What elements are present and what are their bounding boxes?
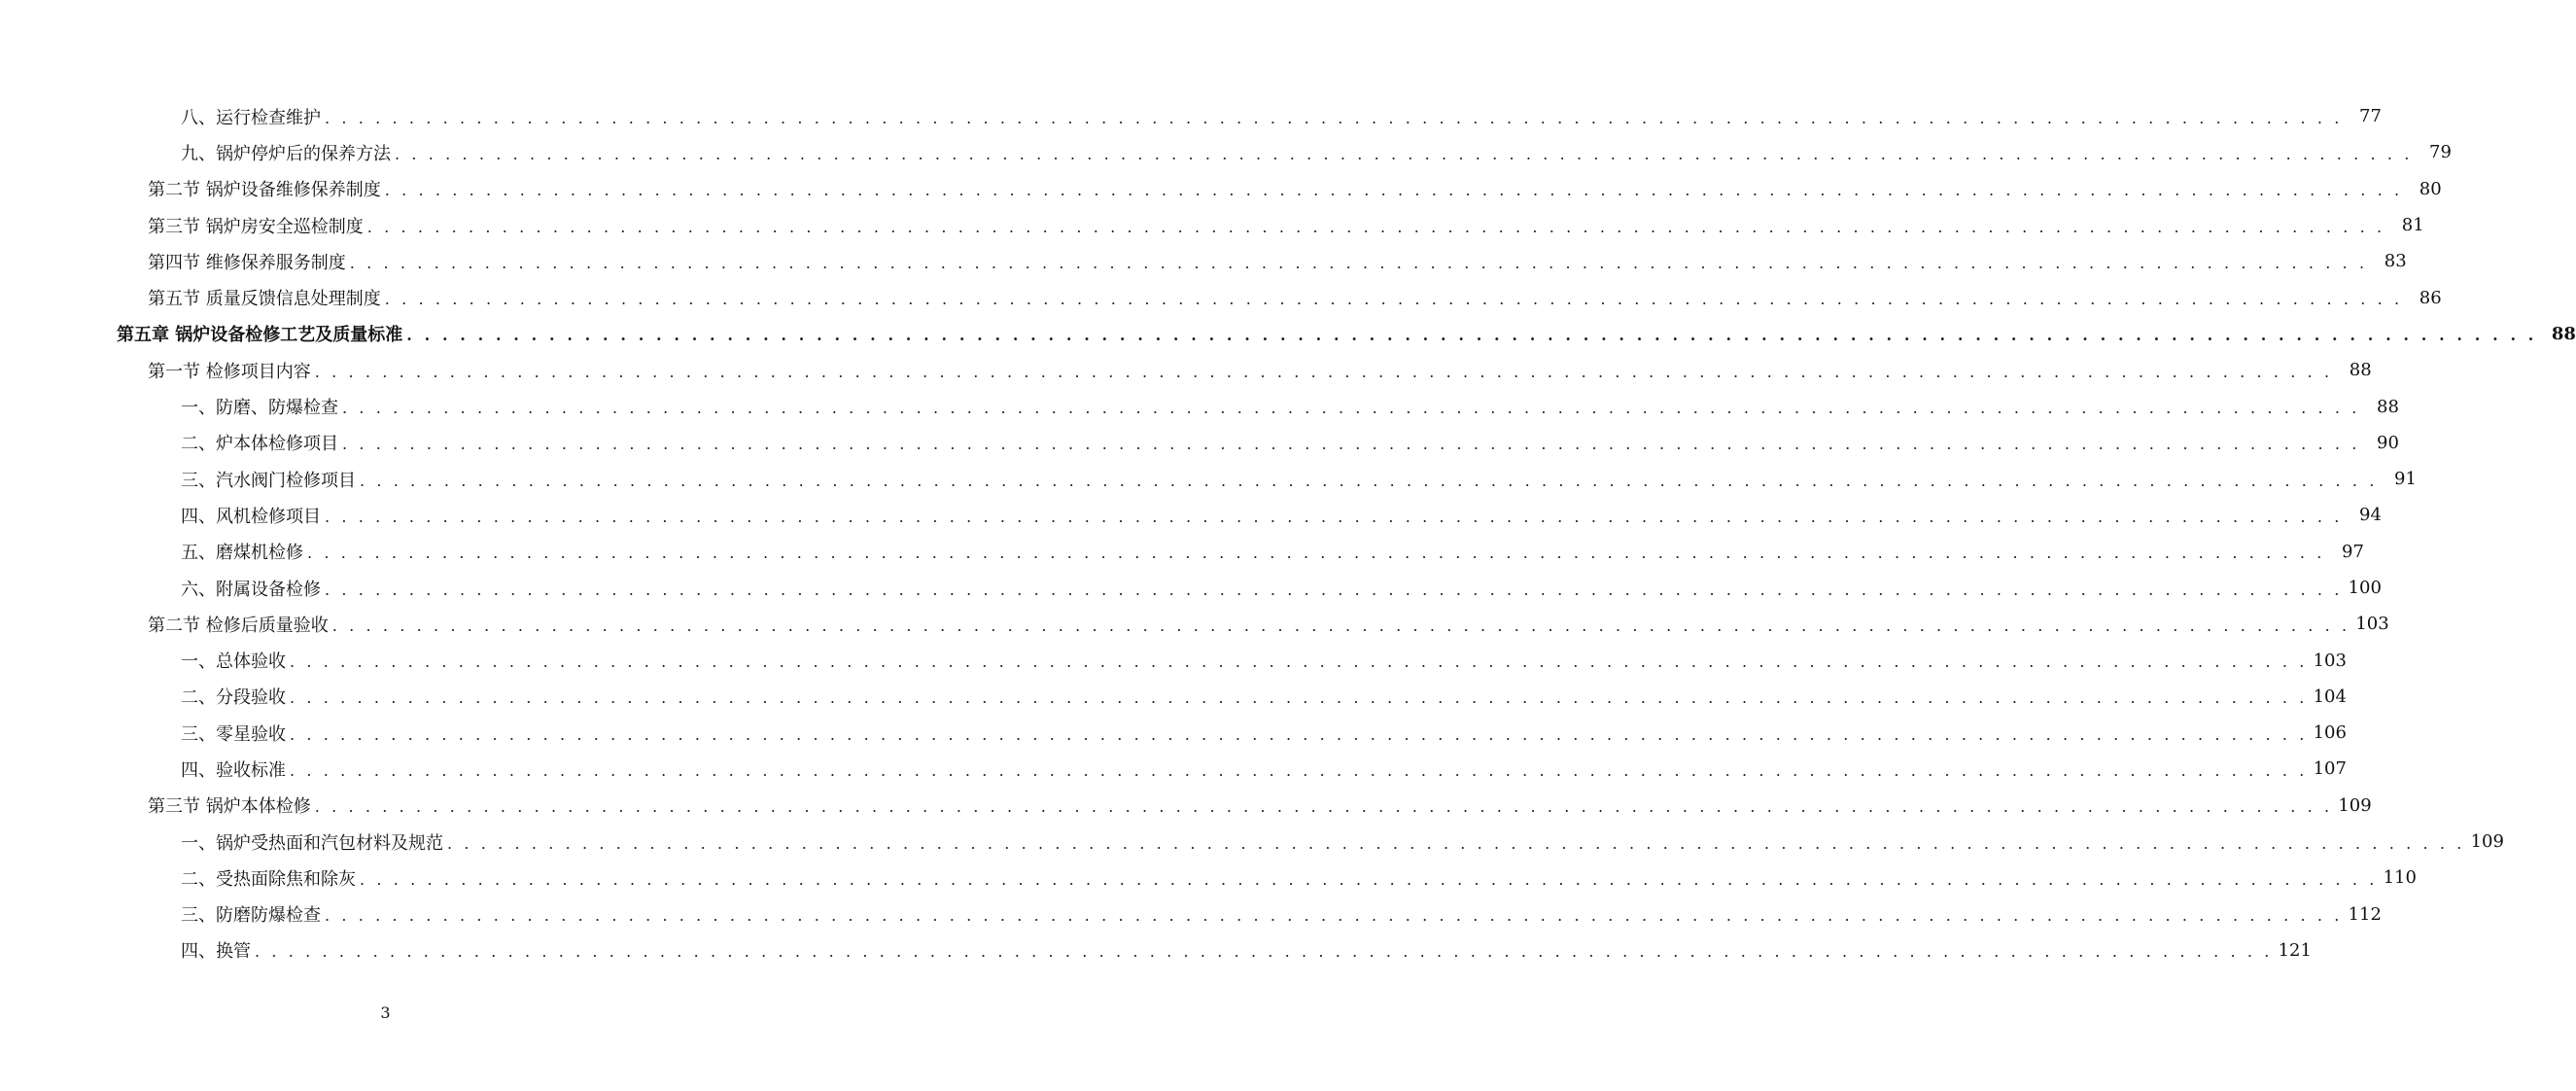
toc-entry-label: 第四节 维修保养服务制度	[148, 252, 346, 273]
table-of-contents	[0, 98, 2576, 968]
toc-entry-section[interactable]	[0, 171, 2442, 207]
toc-entry-item[interactable]	[0, 715, 2347, 751]
toc-dot-leader: . . . . . . . . . . . . . . . . . . . . . . . . . . . . . . . . . . . . . . . . . . . . . . . . . . . . . . . . . . . . . . . . . . . . . . . . . . . . . . . . . . . . . . . . . . . . . . . . . . . . . . . . . . . . . . . . . . . . . . . .	[325, 108, 2343, 127]
page-number: 3	[380, 1003, 391, 1022]
toc-entry-page: 79	[2429, 142, 2452, 163]
toc-entry-item[interactable]	[0, 134, 2452, 170]
toc-entry-page: 109	[2470, 831, 2504, 853]
toc-entry-page: 88	[2349, 360, 2372, 381]
toc-entry-label: 一、防磨、防爆检查	[181, 398, 338, 419]
toc-entry-item[interactable]	[0, 461, 2417, 497]
toc-entry-item[interactable]	[0, 534, 2364, 570]
toc-entry-page: 83	[2384, 251, 2407, 272]
toc-entry-item[interactable]	[0, 824, 2504, 860]
toc-entry-item[interactable]	[0, 388, 2399, 424]
toc-dot-leader: . . . . . . . . . . . . . . . . . . . . . . . . . . . . . . . . . . . . . . . . . . . . . . . . . . . . . . . . . . . . . . . . . . . . . . . . . . . . . . . . . . . . . . . . . . . . . . . . . . . . . . . . . . . . . . . . . . . . . . . .	[325, 580, 2343, 599]
toc-entry-page: 91	[2394, 469, 2417, 490]
toc-entry-page: 90	[2377, 432, 2399, 453]
toc-entry-page: 103	[2355, 614, 2389, 635]
toc-entry-label: 第三节 锅炉本体检修	[148, 796, 311, 818]
toc-entry-label: 第五章 锅炉设备检修工艺及质量标准	[117, 325, 403, 346]
toc-entry-item[interactable]	[0, 751, 2347, 787]
toc-dot-leader: . . . . . . . . . . . . . . . . . . . . . . . . . . . . . . . . . . . . . . . . . . . . . . . . . . . . . . . . . . . . . . . . . . . . . . . . . . . . . . . . . . . . . . . . . . . . . . . . . . . . . . . . . . . . . . . . . . . . . . . .	[395, 144, 2413, 163]
toc-entry-page: 107	[2313, 758, 2347, 780]
toc-entry-label: 三、汽水阀门检修项目	[181, 470, 356, 491]
toc-entry-page: 103	[2313, 650, 2347, 671]
toc-entry-page: 100	[2348, 578, 2382, 598]
toc-entry-page: 80	[2419, 178, 2442, 199]
toc-dot-leader: . . . . . . . . . . . . . . . . . . . . . . . . . . . . . . . . . . . . . . . . . . . . . . . . . . . . . . . . . . . . . . . . . . . . . . . . . . . . . . . . . . . . . . . . . . . . . . . . . . . . . . . . . . . . . . . . . . . . . . . .	[314, 797, 2333, 817]
toc-entry-page: 94	[2359, 505, 2382, 526]
toc-entry-label: 第五节 质量反馈信息处理制度	[148, 289, 381, 310]
toc-entry-section[interactable]	[0, 207, 2424, 243]
toc-entry-item[interactable]	[0, 642, 2347, 678]
toc-entry-item[interactable]	[0, 933, 2312, 968]
toc-dot-leader: . . . . . . . . . . . . . . . . . . . . . . . . . . . . . . . . . . . . . . . . . . . . . . . . . . . . . . . . . . . . . . . . . . . . . . . . . . . . . . . . . . . . . . . . . . . . . . . . . . . . . . . . . . . . . . . . . . . . . . . .	[307, 544, 2325, 563]
toc-dot-leader: . . . . . . . . . . . . . . . . . . . . . . . . . . . . . . . . . . . . . . . . . . . . . . . . . . . . . . . . . . . . . . . . . . . . . . . . . . . . . . . . . . . . . . . . . . . . . . . . . . . . . . . . . . . . . . . . . . . . . . . .	[342, 399, 2360, 418]
toc-entry-label: 第二节 检修后质量验收	[148, 615, 329, 636]
toc-entry-label: 五、磨煤机检修	[181, 543, 303, 564]
toc-entry-page: 110	[2383, 867, 2417, 889]
toc-dot-leader: . . . . . . . . . . . . . . . . . . . . . . . . . . . . . . . . . . . . . . . . . . . . . . . . . . . . . . . . . . . . . . . . . . . . . . . . . . . . . . . . . . . . . . . . . . . . . . . . . . . . . . . . . . . . . . . . . . . . . . . .	[325, 906, 2343, 926]
toc-dot-leader: . . . . . . . . . . . . . . . . . . . . . . . . . . . . . . . . . . . . . . . . . . . . . . . . . . . . . . . . . . . . . . . . . . . . . . . . . . . . . . . . . . . . . . . . . . . . . . . . . . . . . . . . . . . . . . . . . . . . . . . .	[384, 290, 2403, 309]
toc-entry-page: 112	[2348, 903, 2382, 925]
toc-dot-leader: . . . . . . . . . . . . . . . . . . . . . . . . . . . . . . . . . . . . . . . . . . . . . . . . . . . . . . . . . . . . . . . . . . . . . . . . . . . . . . . . . . . . . . . . . . . . . . . . . . . . . . . . . . . . . . . . . . . . . . . .	[349, 253, 2368, 272]
toc-dot-leader: . . . . . . . . . . . . . . . . . . . . . . . . . . . . . . . . . . . . . . . . . . . . . . . . . . . . . . . . . . . . . . . . . . . . . . . . . . . . . . . . . . . . . . . . . . . . . . . . . . . . . . . . . . . . . . . . . . . . . . . .	[325, 507, 2343, 526]
toc-entry-label: 二、受热面除焦和除灰	[181, 868, 356, 890]
toc-entry-label: 一、总体验收	[181, 651, 286, 673]
toc-entry-item[interactable]	[0, 98, 2382, 134]
toc-entry-item[interactable]	[0, 860, 2417, 896]
toc-entry-label: 第一节 检修项目内容	[148, 361, 311, 382]
toc-entry-label: 四、验收标准	[181, 759, 286, 781]
toc-dot-leader: . . . . . . . . . . . . . . . . . . . . . . . . . . . . . . . . . . . . . . . . . . . . . . . . . . . . . . . . . . . . . . . . . . . . . . . . . . . . . . . . . . . . . . . . . . . . . . . . . . . . . . . . . . . . . . . . . . . . . . . .	[406, 326, 2537, 345]
toc-dot-leader: . . . . . . . . . . . . . . . . . . . . . . . . . . . . . . . . . . . . . . . . . . . . . . . . . . . . . . . . . . . . . . . . . . . . . . . . . . . . . . . . . . . . . . . . . . . . . . . . . . . . . . . . . . . . . . . . . . . . . . . .	[290, 760, 2308, 780]
toc-entry-label: 一、锅炉受热面和汽包材料及规范	[181, 832, 443, 854]
toc-entry-label: 四、风机检修项目	[181, 506, 321, 527]
toc-entry-item[interactable]	[0, 497, 2382, 533]
toc-entry-label: 二、分段验收	[181, 687, 286, 709]
toc-entry-section[interactable]	[0, 279, 2442, 315]
toc-entry-item[interactable]	[0, 570, 2382, 606]
toc-entry-page: 81	[2401, 215, 2424, 236]
toc-entry-label: 三、零星验收	[181, 723, 286, 745]
toc-dot-leader: . . . . . . . . . . . . . . . . . . . . . . . . . . . . . . . . . . . . . . . . . . . . . . . . . . . . . . . . . . . . . . . . . . . . . . . . . . . . . . . . . . . . . . . . . . . . . . . . . . . . . . . . . . . . . . . . . . . . . . . .	[314, 362, 2333, 381]
toc-entry-page: 106	[2313, 722, 2347, 744]
toc-entry-label: 三、防磨防爆检查	[181, 905, 321, 927]
toc-entry-page: 121	[2278, 939, 2312, 961]
toc-entry-page: 77	[2359, 106, 2382, 127]
toc-entry-label: 九、锅炉停炉后的保养方法	[181, 143, 391, 164]
toc-entry-page: 104	[2313, 686, 2347, 707]
toc-entry-label: 四、换管	[181, 941, 251, 963]
toc-entry-page: 86	[2419, 287, 2442, 308]
toc-dot-leader: . . . . . . . . . . . . . . . . . . . . . . . . . . . . . . . . . . . . . . . . . . . . . . . . . . . . . . . . . . . . . . . . . . . . . . . . . . . . . . . . . . . . . . . . . . . . . . . . . . . . . . . . . . . . . . . . . . . . . . . .	[290, 652, 2308, 672]
toc-entry-page: 88	[2551, 323, 2576, 344]
toc-entry-section[interactable]	[0, 352, 2372, 388]
toc-entry-page: 109	[2338, 794, 2372, 816]
toc-dot-leader: . . . . . . . . . . . . . . . . . . . . . . . . . . . . . . . . . . . . . . . . . . . . . . . . . . . . . . . . . . . . . . . . . . . . . . . . . . . . . . . . . . . . . . . . . . . . . . . . . . . . . . . . . . . . . . . . . . . . . . . .	[331, 616, 2350, 635]
toc-entry-page: 88	[2377, 396, 2399, 417]
toc-dot-leader: . . . . . . . . . . . . . . . . . . . . . . . . . . . . . . . . . . . . . . . . . . . . . . . . . . . . . . . . . . . . . . . . . . . . . . . . . . . . . . . . . . . . . . . . . . . . . . . . . . . . . . . . . . . . . . . . . . . . . . . .	[290, 724, 2308, 744]
toc-dot-leader: . . . . . . . . . . . . . . . . . . . . . . . . . . . . . . . . . . . . . . . . . . . . . . . . . . . . . . . . . . . . . . . . . . . . . . . . . . . . . . . . . . . . . . . . . . . . . . . . . . . . . . . . . . . . . . . . . . . . . . . .	[384, 181, 2403, 200]
toc-dot-leader: . . . . . . . . . . . . . . . . . . . . . . . . . . . . . . . . . . . . . . . . . . . . . . . . . . . . . . . . . . . . . . . . . . . . . . . . . . . . . . . . . . . . . . . . . . . . . . . . . . . . . . . . . . . . . . . . . . . . . . . .	[447, 833, 2465, 853]
toc-entry-section[interactable]	[0, 606, 2389, 642]
toc-entry-section[interactable]	[0, 788, 2372, 824]
toc-dot-leader: . . . . . . . . . . . . . . . . . . . . . . . . . . . . . . . . . . . . . . . . . . . . . . . . . . . . . . . . . . . . . . . . . . . . . . . . . . . . . . . . . . . . . . . . . . . . . . . . . . . . . . . . . . . . . . . . . . . . . . . .	[360, 471, 2378, 490]
toc-dot-leader: . . . . . . . . . . . . . . . . . . . . . . . . . . . . . . . . . . . . . . . . . . . . . . . . . . . . . . . . . . . . . . . . . . . . . . . . . . . . . . . . . . . . . . . . . . . . . . . . . . . . . . . . . . . . . . . . . . . . . . . .	[360, 869, 2378, 889]
toc-entry-label: 第二节 锅炉设备维修保养制度	[148, 180, 381, 201]
toc-dot-leader: . . . . . . . . . . . . . . . . . . . . . . . . . . . . . . . . . . . . . . . . . . . . . . . . . . . . . . . . . . . . . . . . . . . . . . . . . . . . . . . . . . . . . . . . . . . . . . . . . . . . . . . . . . . . . . . . . . . . . . . .	[342, 435, 2360, 454]
toc-entry-label: 二、炉本体检修项目	[181, 434, 338, 455]
toc-entry-chapter[interactable]	[0, 316, 2576, 352]
toc-dot-leader: . . . . . . . . . . . . . . . . . . . . . . . . . . . . . . . . . . . . . . . . . . . . . . . . . . . . . . . . . . . . . . . . . . . . . . . . . . . . . . . . . . . . . . . . . . . . . . . . . . . . . . . . . . . . . . . . . . . . . . . .	[255, 942, 2273, 962]
toc-dot-leader: . . . . . . . . . . . . . . . . . . . . . . . . . . . . . . . . . . . . . . . . . . . . . . . . . . . . . . . . . . . . . . . . . . . . . . . . . . . . . . . . . . . . . . . . . . . . . . . . . . . . . . . . . . . . . . . . . . . . . . . .	[290, 688, 2308, 708]
toc-dot-leader: . . . . . . . . . . . . . . . . . . . . . . . . . . . . . . . . . . . . . . . . . . . . . . . . . . . . . . . . . . . . . . . . . . . . . . . . . . . . . . . . . . . . . . . . . . . . . . . . . . . . . . . . . . . . . . . . . . . . . . . .	[366, 217, 2385, 236]
toc-entry-label: 第三节 锅炉房安全巡检制度	[148, 216, 364, 237]
toc-entry-section[interactable]	[0, 243, 2407, 279]
toc-entry-label: 八、运行检查维护	[181, 107, 321, 128]
toc-entry-item[interactable]	[0, 425, 2399, 461]
toc-entry-item[interactable]	[0, 897, 2382, 933]
toc-entry-page: 97	[2342, 541, 2364, 562]
toc-entry-item[interactable]	[0, 679, 2347, 715]
toc-entry-label: 六、附属设备检修	[181, 579, 321, 600]
